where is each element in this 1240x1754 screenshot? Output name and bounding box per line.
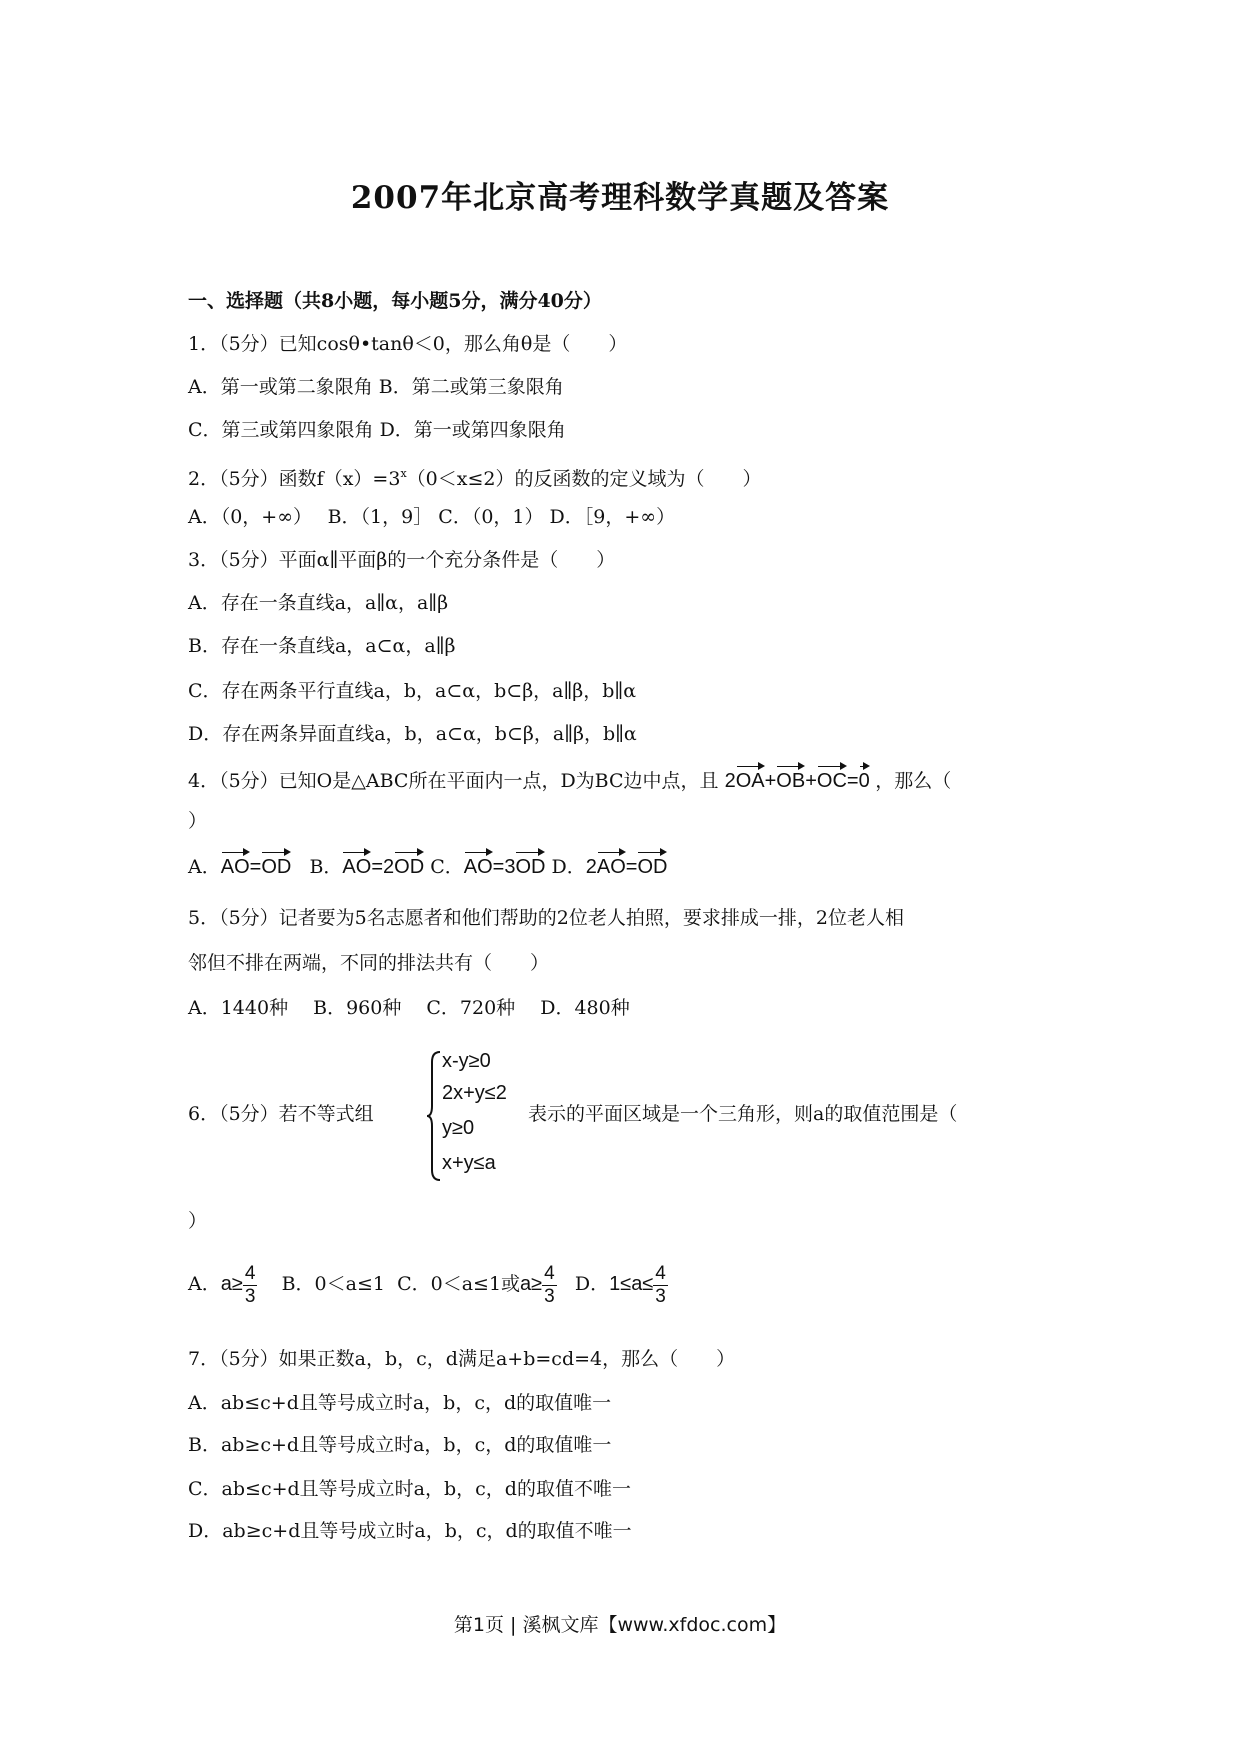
question-5-options: A．1440种 B．960种 C．720种 D．480种 [188,997,630,1019]
question-4-options [188,852,667,880]
q6-option-a-label: A． [188,1273,221,1295]
question-6-stem-pre: 6．（5分）若不等式组 [188,1103,374,1125]
fraction-numerator: 4 [655,1262,666,1284]
section-heading: 一、选择题（共8小题，每小题5分，满分40分） [188,290,602,312]
vector-ao: AO [342,852,371,880]
q2-stem-pre: 2．（5分）函数f（x）=3 [188,468,401,490]
zero-vector: 0 [859,766,870,794]
vector-od: OD [637,852,667,880]
q4-option-a-eq: = [249,856,262,878]
vector-oa: OA [736,766,765,794]
question-7-option-a: A．ab≤c+d且等号成立时a，b，c，d的取值唯一 [188,1392,612,1414]
inequality-row: x-y≥0 [442,1050,491,1072]
fraction [243,1263,258,1308]
q4-vector-equation [725,770,876,792]
fraction-denominator: 3 [244,1285,256,1307]
q6-option-c-label: C．0＜a≤1或 [397,1273,521,1295]
q2-exponent: x [400,467,407,480]
inequality-row: y≥0 [442,1117,475,1139]
question-3-option-a: A．存在一条直线a，a∥α，a∥β [188,592,449,614]
vector-od: OD [515,852,545,880]
page-footer: 第1页 | 溪枫文库【www.xfdoc.com】 [453,1614,787,1636]
fraction-denominator: 3 [544,1285,555,1307]
q4-option-b-eq: =2 [371,856,395,878]
plus-sign: + [805,770,817,792]
inequality-row: 2x+y≤2 [442,1082,507,1104]
question-3-option-c: C．存在两条平行直线a，b，a⊂α，b⊂β，a∥β，b∥α [188,680,637,702]
question-7-option-c: C．ab≤c+d且等号成立时a，b，c，d的取值不唯一 [188,1478,631,1500]
question-6-stem-post: 表示的平面区域是一个三角形，则a的取值范围是（ [528,1103,958,1125]
question-3-option-b: B．存在一条直线a，a⊂α，a∥β [188,635,456,657]
inequality-row: x+y≤a [442,1152,496,1174]
question-7-option-d: D．ab≥c+d且等号成立时a，b，c，d的取值不唯一 [188,1520,632,1542]
question-3-option-d: D．存在两条异面直线a，b，a⊂α，b⊂β，a∥β，b∥α [188,723,637,745]
fraction-numerator: 4 [244,1262,256,1284]
question-3-stem: 3．（5分）平面α∥平面β的一个充分条件是（ ） [188,549,616,571]
question-5-line-2: 邻但不排在两端，不同的排法共有（ ） [188,952,550,974]
vector-ao: AO [464,852,493,880]
q6-option-b: B．0＜a≤1 [281,1273,385,1295]
question-5-line-1: 5．（5分）记者要为5名志愿者和他们帮助的2位老人拍照，要求排成一排，2位老人相 [188,907,904,929]
q4-coef: 2 [724,770,736,792]
fraction [542,1263,557,1308]
question-2-options: A．（0，+∞） B．（1，9］ C．（0，1） D．［9，+∞） [188,506,676,528]
question-6-options [188,1258,668,1310]
q4-option-c-eq: =3 [492,856,516,878]
q4-option-a-label: A． [188,856,221,878]
q4-option-d-eq: = [625,856,638,878]
q4-stem-pre: 4．（5分）已知O是△ABC所在平面内一点，D为BC边中点，且 [188,770,719,792]
question-4-stem-end: ） [188,810,208,832]
q6-option-d-lhs: 1≤a≤ [609,1273,654,1295]
fraction-denominator: 3 [655,1285,666,1307]
q2-stem-post: （0＜x≤2）的反函数的定义域为（ ） [406,468,762,490]
fraction-numerator: 4 [544,1262,555,1284]
vector-od: OD [261,852,291,880]
plus-sign: + [764,770,777,792]
q6-option-d-label: D． [574,1273,610,1295]
vector-ao: AO [221,852,250,880]
left-brace-icon [426,1050,442,1182]
question-4-stem [188,766,951,794]
fraction [653,1263,668,1308]
q6-option-c-lhs: a≥ [520,1273,543,1295]
vector-ob: OB [776,766,805,794]
question-1-stem: 1．（5分）已知cosθ•tanθ＜0，那么角θ是（ ） [188,333,628,355]
q4-option-b-label: B． [309,856,343,878]
question-7-option-b: B．ab≥c+d且等号成立时a，b，c，d的取值唯一 [188,1434,612,1456]
inequality-system [426,1050,526,1182]
question-7-stem: 7．（5分）如果正数a，b，c，d满足a+b=cd=4，那么（ ） [188,1348,736,1370]
q4-option-d-coef: 2 [585,856,597,878]
document-title: 2007年北京高考理科数学真题及答案 [350,180,890,216]
q4-option-c-label: C． [430,856,464,878]
equals-sign: = [846,770,859,792]
vector-od: OD [394,852,424,880]
vector-oc: OC [817,766,847,794]
question-6-stem-end: ） [188,1210,208,1232]
q4-stem-post: ，那么（ [875,770,952,792]
question-2-stem [188,461,761,492]
vector-ao: AO [597,852,626,880]
question-1-options-ab: A．第一或第二象限角 B．第二或第三象限角 [188,376,564,398]
question-1-options-cd: C．第三或第四象限角 D．第一或第四象限角 [188,419,566,441]
q4-option-d-label: D． [551,856,586,878]
q6-option-a-lhs: a≥ [220,1273,243,1295]
